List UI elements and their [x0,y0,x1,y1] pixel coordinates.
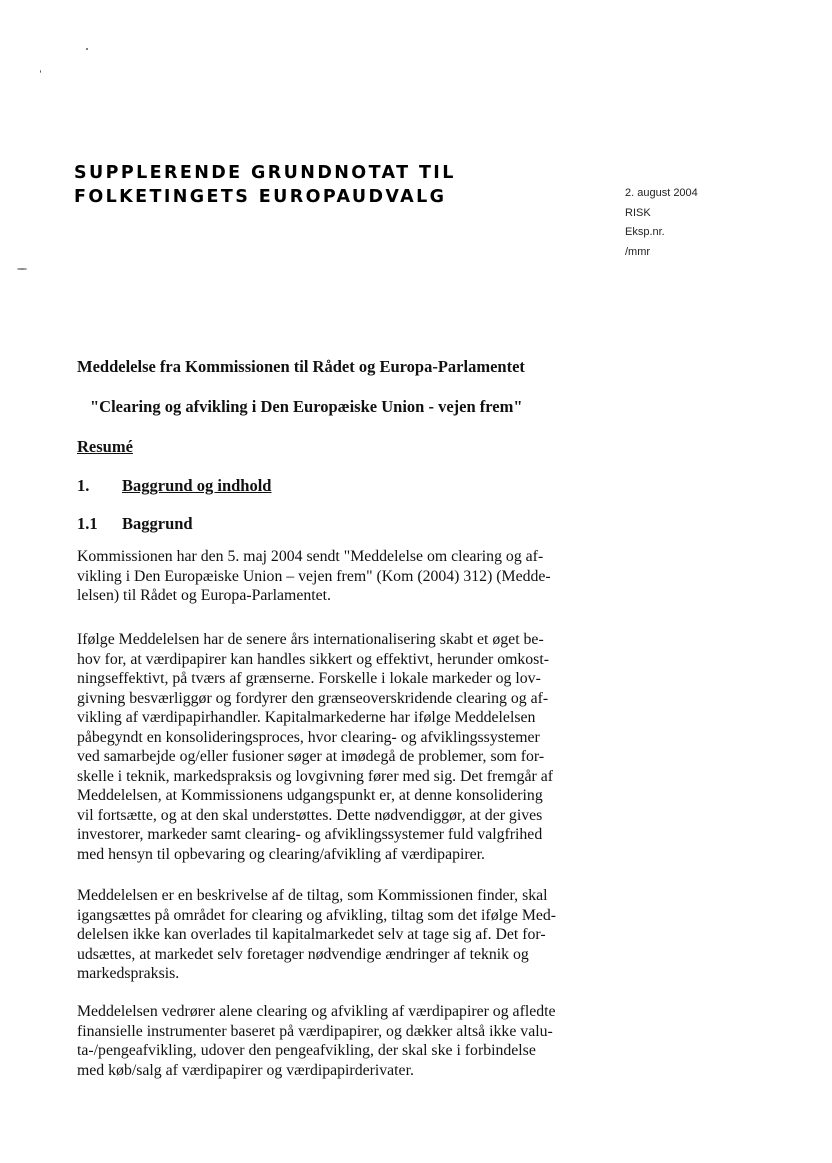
scan-speck [17,268,27,270]
meta-initials: /mmr [625,245,651,258]
text-line: Meddelelsen er en beskrivelse af de tiltag, som Kommissionen finder, skal [77,887,548,904]
summary-heading: Resumé [77,437,133,456]
section-title: Baggrund [122,514,193,533]
communication-subheading: "Clearing og afvikling i Den Europæiske Union - vejen frem" [90,397,523,416]
text-line: investorer, markeder samt clearing- og afviklingssystemer fuld valgfrihed [77,826,543,843]
paragraph [77,886,579,984]
title-line-2: FOLKETINGETS EUROPAUDVALG [74,187,447,207]
meta-office: RISK [625,206,651,219]
paragraph [77,1002,579,1080]
scan-speck [86,48,88,50]
communication-heading: Meddelelse fra Kommissionen til Rådet og Europa-Parlamentet [77,357,525,376]
subsection-heading [77,514,193,534]
text-line: delelsen ikke kan overlades til kapitalmarkedet selv at tage sig af. Det for- [77,926,546,943]
text-line: ved samarbejde og/eller fusioner søger at imødegå de problemer, som for- [77,748,545,765]
text-line: ningseffektivt, på tværs af grænserne. Forskelle i lokale markeder og lov- [77,670,541,687]
text-line: finansielle instrumenter baseret på værdipapirer, og dækker altså ikke valu- [77,1022,553,1040]
text-line: Meddelelsen vedrører alene clearing og afvikling af værdipapirer og afledte [77,1003,556,1020]
document-meta [625,184,698,262]
text-line: vikling i Den Europæiske Union – vejen frem" (Kom (2004) 312) (Medde- [77,567,551,585]
section-number: 1.1 [77,514,98,533]
text-line: hov for, at værdipapirer kan handles sikkert og effektivt, herunder omkost- [77,650,549,668]
paragraph [77,547,579,606]
text-line: påbegyndt en konsolideringsproces, hvor clearing- og afviklingssystemer [77,728,540,746]
meta-date: 2. august 2004 [625,187,698,199]
text-line: med køb/salg af værdipapirer og værdipapirderivater. [77,1061,414,1079]
text-line: vil fortsætte, og at den skal understøttes. Dette nødvendiggør, at der gives [77,806,543,824]
document-title [74,161,456,209]
paragraph [77,630,579,864]
text-line: givning besværliggør og fordyrer den grænseoverskridende clearing og af- [77,689,549,707]
text-line: med hensyn til opbevaring og clearing/afvikling af værdipapirer. [77,845,485,863]
meta-reference: Eksp.nr. [625,226,665,238]
section-heading [77,476,271,496]
text-line: Ifølge Meddelelsen har de senere års internationalisering skabt et øget be- [77,631,544,648]
text-line: udsættes, at markedet selv foretager nødvendige ændringer af teknik og [77,945,529,963]
text-line: igangsættes på området for clearing og afvikling, tiltag som det ifølge Med- [77,906,557,924]
text-line: lelsen) til Rådet og Europa-Parlamentet. [77,587,331,604]
title-line-1: SUPPLERENDE GRUNDNOTAT TIL [74,163,456,183]
text-line: Meddelelsen, at Kommissionens udgangspunkt er, at denne konsolidering [77,787,543,804]
scan-speck [40,70,41,73]
text-line: skelle i teknik, markedspraksis og lovgivning fører med sig. Det fremgår af [77,767,553,785]
text-line: vikling af værdipapirhandler. Kapitalmarkederne har ifølge Meddelelsen [77,709,536,726]
text-line: Kommissionen har den 5. maj 2004 sendt "Meddelelse om clearing og af- [77,548,544,565]
section-number: 1. [77,476,90,495]
text-line: markedspraksis. [77,965,180,982]
text-line: ta-/pengeafvikling, udover den pengeafvikling, der skal ske i forbindelse [77,1042,536,1059]
section-title: Baggrund og indhold [122,476,272,495]
